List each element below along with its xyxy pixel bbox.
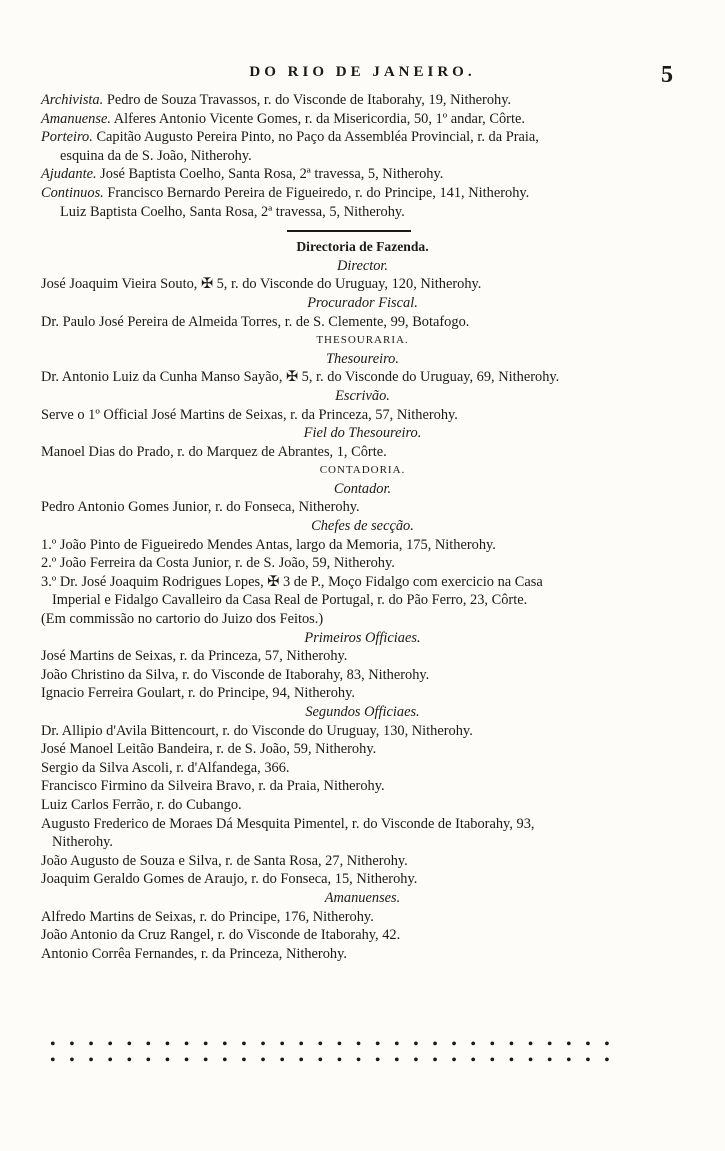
chefe-line: 2.º João Ferreira da Costa Junior, r. de S. João, 59, Nitherohy.: [41, 555, 395, 572]
entry-porteiro-cont: [0, 147, 725, 166]
primeiros-heading: Primeiros Officiaes.: [304, 629, 421, 646]
director-line: José Joaquim Vieira Souto, ✠ 5, r. do Visconde do Uruguay, 120, Nitherohy.: [41, 276, 482, 293]
entry-ajudante: [0, 165, 725, 184]
procurador-heading: Procurador Fiscal.: [307, 294, 418, 311]
chefe-line: 3.º Dr. José Joaquim Rodrigues Lopes, ✠ 3 de P., Moço Fidalgo com exercicio na Casa: [41, 573, 543, 590]
primeiro-line: João Christino da Silva, r. do Visconde de Itaborahy, 83, Nitherohy.: [41, 666, 430, 683]
entry-continuos: [0, 184, 725, 203]
entry-text: Luiz Baptista Coelho, Santa Rosa, 2ª travessa, 5, Nitherohy.: [60, 203, 405, 220]
segundo-line: Dr. Allipio d'Avila Bittencourt, r. do Visconde do Uruguay, 130, Nitherohy.: [41, 722, 473, 739]
contador-line: Pedro Antonio Gomes Junior, r. do Fonseca, Nitherohy.: [41, 499, 360, 516]
entry-text: Capitão Augusto Pereira Pinto, no Paço da Assembléa Provincial, r. da Praia,: [92, 129, 539, 146]
leader-dots-row: • • • • • • • • • • • • • • • • • • • • • • • • • • • • • •: [50, 1036, 610, 1053]
amanuense-line: João Antonio da Cruz Rangel, r. do Visconde de Itaborahy, 42.: [41, 927, 401, 944]
segundo-line: José Manoel Leitão Bandeira, r. de S. João, 59, Nitherohy.: [41, 741, 377, 758]
entry-text: Alferes Antonio Vicente Gomes, r. da Misericordia, 50, 1º andar, Côrte.: [110, 110, 525, 127]
thesouraria-heading: THESOURARIA.: [316, 334, 409, 347]
chefe-note: (Em commissão no cartorio do Juizo dos Feitos.): [41, 611, 324, 628]
contadoria-heading: CONTADORIA.: [319, 464, 406, 477]
escrivao-line: Serve o 1º Official José Martins de Seixas, r. da Princeza, 57, Nitherohy.: [41, 406, 458, 423]
entry-text: Francisco Bernardo Pereira de Figueiredo, r. do Principe, 141, Nitherohy.: [103, 184, 530, 201]
section-title: Directoria de Fazenda.: [296, 239, 429, 255]
director-heading: Director.: [336, 257, 389, 274]
segundo-line: Sergio da Silva Ascoli, r. d'Alfandega, 366.: [41, 759, 290, 776]
chefe-line: 1.º João Pinto de Figueiredo Mendes Antas, largo da Memoria, 175, Nitherohy.: [41, 536, 496, 553]
role-label: Archivista.: [41, 92, 104, 108]
segundo-line: João Augusto de Souza e Silva, r. de Santa Rosa, 27, Nitherohy.: [41, 852, 408, 869]
role-label: Amanuense.: [41, 110, 111, 127]
segundo-line: Joaquim Geraldo Gomes de Araujo, r. do Fonseca, 15, Nitherohy.: [41, 871, 418, 888]
segundo-line: Luiz Carlos Ferrão, r. do Cubango.: [41, 796, 242, 813]
entry-text: esquina da de S. João, Nitherohy.: [60, 147, 252, 164]
segundos-heading: Segundos Officiaes.: [305, 704, 420, 720]
segundo-line: Augusto Frederico de Moraes Dá Mesquita Pimentel, r. do Visconde de Itaborahy, 93,: [41, 815, 535, 832]
entry-amanuense: [0, 110, 725, 129]
primeiro-line: Ignacio Ferreira Goulart, r. do Principe, 94, Nitherohy.: [41, 685, 355, 702]
entry-text: Pedro de Souza Travassos, r. do Visconde de Itaborahy, 19, Nitherohy.: [103, 92, 512, 108]
entry-archivista: [0, 91, 725, 110]
role-label: Ajudante.: [41, 166, 97, 183]
amanuense-line: Antonio Corrêa Fernandes, r. da Princeza, Nitherohy.: [41, 945, 347, 962]
leader-dots-row: • • • • • • • • • • • • • • • • • • • • • • • • • • • • • •: [50, 1052, 610, 1069]
procurador-line: Dr. Paulo José Pereira de Almeida Torres, r. de S. Clemente, 99, Botafogo.: [41, 313, 470, 330]
page-header: [0, 62, 725, 86]
fiel-heading: Fiel do Thesoureiro.: [303, 425, 422, 442]
chefe-line-cont: Imperial e Fidalgo Cavalleiro da Casa Real de Portugal, r. do Pão Ferro, 23, Côrte.: [52, 592, 528, 609]
tesoureiro-line: Dr. Antonio Luiz da Cunha Manso Sayão, ✠ 5, r. do Visconde do Uruguay, 69, Nitherohy.: [41, 369, 560, 386]
page-number: 5: [661, 62, 673, 88]
contador-heading: Contador.: [333, 480, 392, 497]
tesoureiro-heading: Thesoureiro.: [326, 350, 399, 367]
role-label: Continuos.: [41, 184, 104, 201]
section-divider: [0, 221, 725, 238]
running-title: DO RIO DE JANEIRO.: [249, 64, 476, 80]
escrivao-heading: Escrivão.: [335, 387, 390, 404]
entry-text: José Baptista Coelho, Santa Rosa, 2ª travessa, 5, Nitherohy.: [96, 166, 444, 183]
amanuenses-heading: Amanuenses.: [324, 889, 401, 906]
page-body: [0, 91, 725, 963]
entry-porteiro: [0, 128, 725, 147]
role-label: Porteiro.: [41, 129, 93, 146]
segundo-line-cont: Nitherohy.: [52, 834, 114, 851]
primeiro-line: José Martins de Seixas, r. da Princeza, 57, Nitherohy.: [41, 648, 348, 665]
amanuense-line: Alfredo Martins de Seixas, r. do Principe, 176, Nitherohy.: [41, 908, 374, 925]
chefes-heading: Chefes de secção.: [311, 518, 414, 535]
fiel-line: Manoel Dias do Prado, r. do Marquez de Abrantes, 1, Côrte.: [41, 443, 387, 460]
segundo-line: Francisco Firmino da Silveira Bravo, r. da Praia, Nitherohy.: [41, 778, 385, 795]
entry-continuos-cont: [0, 203, 725, 222]
